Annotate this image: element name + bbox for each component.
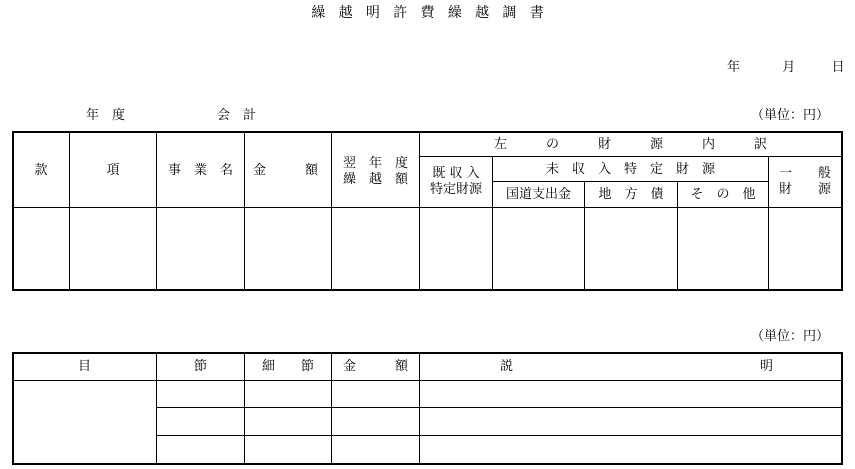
table2-right-border (841, 352, 843, 465)
header-funding-breakdown: 左 の 財 源 内 訳 (493, 137, 767, 152)
header-received-2: 特定財源 (429, 182, 482, 197)
document-title: 繰越明許費繰越調書 (311, 5, 557, 21)
date-year: 年 (727, 60, 741, 75)
account-label: 会 計 (217, 108, 257, 123)
header-project-name: 事 業 名 (167, 163, 233, 178)
table1-col-line-1 (69, 131, 70, 291)
table1-col-line-3 (244, 131, 245, 291)
table2-row-line-2 (156, 435, 843, 436)
header-item: 目 (77, 359, 91, 374)
date-line (727, 56, 845, 75)
fiscal-year-label: 年 度 (86, 108, 126, 123)
table1-subheader-divider (492, 181, 769, 182)
table1-breakdown-divider (419, 156, 843, 157)
header-next-year-2: 繰 越 額 (342, 172, 408, 187)
table2-header-divider (12, 380, 843, 381)
table1-header-divider (12, 207, 843, 208)
table1-col-line-5 (419, 131, 420, 291)
header-kou: 項 (106, 163, 120, 178)
table1-bottom-border (12, 289, 843, 291)
header-amount: 金 額 (253, 163, 319, 178)
header-general-2: 財 源 (778, 182, 831, 197)
table2-top-border (12, 352, 843, 354)
header-national-funds: 国道支出金 (505, 187, 571, 202)
header-description: 説 明 (500, 359, 774, 374)
table1-top-border (12, 131, 843, 133)
header-subsection: 細 節 (261, 359, 314, 374)
date-day: 日 (831, 60, 845, 75)
header-kan: 款 (34, 163, 48, 178)
header-local-bonds: 地 方 債 (598, 187, 664, 202)
table1-col-line-2 (156, 131, 157, 291)
table2-bottom-border (12, 463, 843, 465)
header-general-1: 一 般 (778, 166, 831, 181)
header-received-1: 既 収 入 (432, 166, 480, 181)
header-unreceived-specific: 未 収 入 特 定 財 源 (545, 162, 715, 177)
unit-label-table1: （単位：円） (751, 108, 830, 123)
unit-label-table2: （単位：円） (751, 329, 830, 344)
table2-row-line-1 (156, 407, 843, 408)
header-next-year-1: 翌 年 度 (342, 156, 408, 171)
date-month: 月 (782, 60, 796, 75)
header-section: 節 (193, 359, 207, 374)
table1-right-border (841, 131, 843, 291)
header-amount-2: 金 額 (342, 359, 408, 374)
header-other: そ の 他 (690, 187, 756, 202)
table1-left-border (12, 131, 14, 291)
table2-col-line-4 (419, 352, 420, 465)
